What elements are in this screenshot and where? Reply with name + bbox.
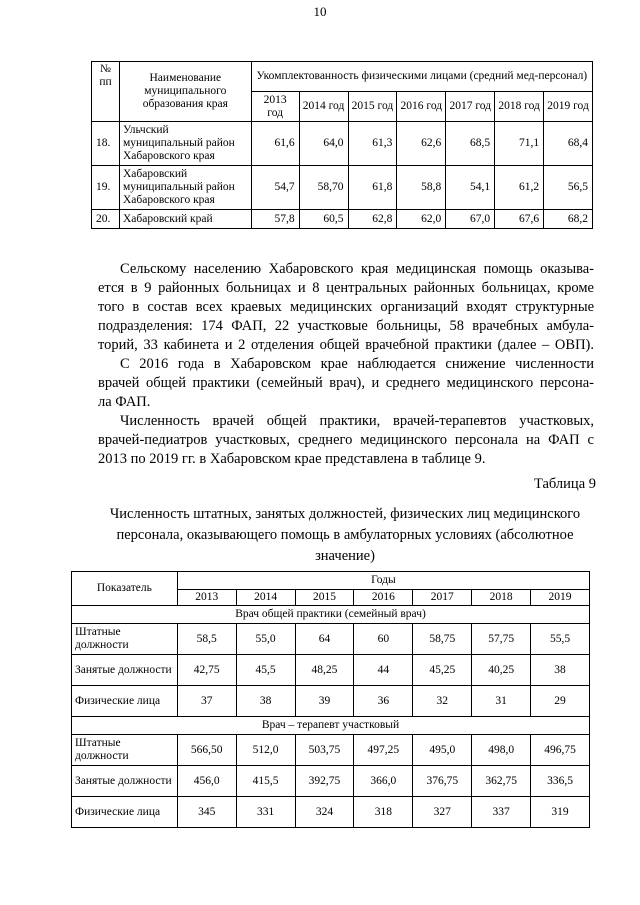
cell-value: 331 xyxy=(236,797,295,828)
header-group: Укомплектованность физическими лицами (средний мед-персонал) xyxy=(251,62,592,92)
cell-value: 337 xyxy=(472,797,531,828)
header-num: № пп xyxy=(92,62,120,122)
cell-value: 58,8 xyxy=(397,166,446,210)
cell-value: 45,5 xyxy=(236,655,295,686)
cell-value: 54,1 xyxy=(446,166,495,210)
paragraph-rural-care xyxy=(98,260,594,355)
row-num: 19. xyxy=(92,166,120,210)
table-row xyxy=(72,735,590,766)
row-num: 18. xyxy=(92,122,120,166)
text-line: ется в 9 районных больницах и 8 центральных районных больницах, кроме xyxy=(98,280,594,296)
table-row xyxy=(72,655,590,686)
cell-value: 456,0 xyxy=(177,766,236,797)
table-row xyxy=(92,210,593,229)
cell-value: 39 xyxy=(295,686,354,717)
header-year: 2018 год xyxy=(495,92,544,122)
table-row xyxy=(72,766,590,797)
cell-value: 60 xyxy=(354,624,413,655)
row-label: Физические лица xyxy=(72,686,178,717)
cell-value: 392,75 xyxy=(295,766,354,797)
cell-value: 362,75 xyxy=(472,766,531,797)
row-label: Штатные должности xyxy=(72,735,178,766)
row-name: Хабаровский край xyxy=(119,210,251,229)
table-row xyxy=(92,166,593,210)
cell-value: 36 xyxy=(354,686,413,717)
cell-value: 376,75 xyxy=(413,766,472,797)
page-number: 10 xyxy=(313,4,327,19)
table-staffing-by-municipality xyxy=(91,61,593,229)
cell-value: 44 xyxy=(354,655,413,686)
text-line: врачей-педиатров участковых, среднего медицинского персонала на ФАП с xyxy=(98,432,594,448)
header-year: 2014 xyxy=(236,590,295,606)
cell-value: 61,8 xyxy=(348,166,397,210)
text-line: торий, 33 кабинета и 2 отделения общей врачебной практики (далее – ОВП). xyxy=(98,337,594,353)
cell-value: 62,8 xyxy=(348,210,397,229)
table-heading xyxy=(90,504,600,567)
header-year: 2019 год xyxy=(544,92,593,122)
heading-line: значение) xyxy=(315,548,375,564)
header-year: 2016 год xyxy=(397,92,446,122)
header-year: 2014 год xyxy=(299,92,348,122)
cell-value: 498,0 xyxy=(472,735,531,766)
cell-value: 68,4 xyxy=(544,122,593,166)
header-year: 2013 год xyxy=(251,92,299,122)
row-label: Физические лица xyxy=(72,797,178,828)
header-year: 2015 xyxy=(295,590,354,606)
row-name: Хабаровский муниципальный район Хабаровского края xyxy=(119,166,251,210)
cell-value: 496,75 xyxy=(531,735,590,766)
cell-value: 55,5 xyxy=(531,624,590,655)
cell-value: 37 xyxy=(177,686,236,717)
cell-value: 42,75 xyxy=(177,655,236,686)
text-line: Численность врачей общей практики, врачей-терапевтов участковых, xyxy=(120,413,594,429)
cell-value: 64,0 xyxy=(299,122,348,166)
table-9-ambulatory-staff xyxy=(71,571,590,828)
text-line: 2013 по 2019 гг. в Хабаровском крае представлена в таблице 9. xyxy=(98,451,486,467)
header-year: 2013 xyxy=(177,590,236,606)
cell-value: 415,5 xyxy=(236,766,295,797)
table-row xyxy=(72,624,590,655)
cell-value: 45,25 xyxy=(413,655,472,686)
cell-value: 61,3 xyxy=(348,122,397,166)
cell-value: 38 xyxy=(531,655,590,686)
header-group: Годы xyxy=(177,572,589,590)
cell-value: 56,5 xyxy=(544,166,593,210)
cell-value: 324 xyxy=(295,797,354,828)
heading-line: Численность штатных, занятых должностей, физических лиц медицинского xyxy=(109,506,581,522)
cell-value: 67,0 xyxy=(446,210,495,229)
text-line: подразделения: 174 ФАП, 22 участковые больницы, 58 врачебных амбула- xyxy=(98,318,594,334)
cell-value: 366,0 xyxy=(354,766,413,797)
cell-value: 54,7 xyxy=(251,166,299,210)
cell-value: 345 xyxy=(177,797,236,828)
cell-value: 60,5 xyxy=(299,210,348,229)
header-year: 2017 xyxy=(413,590,472,606)
header-year: 2016 xyxy=(354,590,413,606)
table-caption: Таблица 9 xyxy=(533,476,596,492)
row-label: Занятые должности xyxy=(72,766,178,797)
header-year: 2017 год xyxy=(446,92,495,122)
text-line: С 2016 года в Хабаровском крае наблюдается снижение численности xyxy=(120,356,594,372)
heading-line: персонала, оказывающего помощь в амбулаторных условиях (абсолютное xyxy=(116,527,574,543)
text-line: врачей общей практики (семейный врач), и среднего медицинского персона- xyxy=(98,375,594,391)
row-num: 20. xyxy=(92,210,120,229)
header-name: Наименование муниципального образования края xyxy=(119,62,251,122)
cell-value: 40,25 xyxy=(472,655,531,686)
cell-value: 57,8 xyxy=(251,210,299,229)
text-line: Сельскому населению Хабаровского края медицинская помощь оказыва- xyxy=(120,261,594,277)
cell-value: 327 xyxy=(413,797,472,828)
header-indicator: Показатель xyxy=(72,572,178,606)
row-label: Занятые должности xyxy=(72,655,178,686)
cell-value: 67,6 xyxy=(495,210,544,229)
cell-value: 68,5 xyxy=(446,122,495,166)
cell-value: 512,0 xyxy=(236,735,295,766)
text-line: ла ФАП. xyxy=(98,394,151,410)
cell-value: 31 xyxy=(472,686,531,717)
cell-value: 336,5 xyxy=(531,766,590,797)
cell-value: 503,75 xyxy=(295,735,354,766)
cell-value: 58,75 xyxy=(413,624,472,655)
cell-value: 38 xyxy=(236,686,295,717)
cell-value: 71,1 xyxy=(495,122,544,166)
cell-value: 62,0 xyxy=(397,210,446,229)
cell-value: 319 xyxy=(531,797,590,828)
header-year: 2019 xyxy=(531,590,590,606)
cell-value: 318 xyxy=(354,797,413,828)
paragraph-decline xyxy=(98,355,594,412)
section-title: Врач – терапевт участковый xyxy=(72,717,590,735)
cell-value: 566,50 xyxy=(177,735,236,766)
cell-value: 64 xyxy=(295,624,354,655)
cell-value: 61,6 xyxy=(251,122,299,166)
row-name: Ульчский муниципальный район Хабаровского края xyxy=(119,122,251,166)
table-row xyxy=(92,122,593,166)
cell-value: 61,2 xyxy=(495,166,544,210)
cell-value: 68,2 xyxy=(544,210,593,229)
section-title: Врач общей практики (семейный врач) xyxy=(72,606,590,624)
table-row xyxy=(72,797,590,828)
cell-value: 55,0 xyxy=(236,624,295,655)
text-line: того в состав всех краевых медицинских организаций входят структурные xyxy=(98,299,594,315)
cell-value: 58,5 xyxy=(177,624,236,655)
cell-value: 62,6 xyxy=(397,122,446,166)
cell-value: 48,25 xyxy=(295,655,354,686)
paragraph-table-intro xyxy=(98,412,594,469)
cell-value: 32 xyxy=(413,686,472,717)
header-year: 2018 xyxy=(472,590,531,606)
header-year: 2015 год xyxy=(348,92,397,122)
row-label: Штатные должности xyxy=(72,624,178,655)
cell-value: 497,25 xyxy=(354,735,413,766)
cell-value: 58,70 xyxy=(299,166,348,210)
table-row xyxy=(72,686,590,717)
cell-value: 57,75 xyxy=(472,624,531,655)
cell-value: 495,0 xyxy=(413,735,472,766)
cell-value: 29 xyxy=(531,686,590,717)
